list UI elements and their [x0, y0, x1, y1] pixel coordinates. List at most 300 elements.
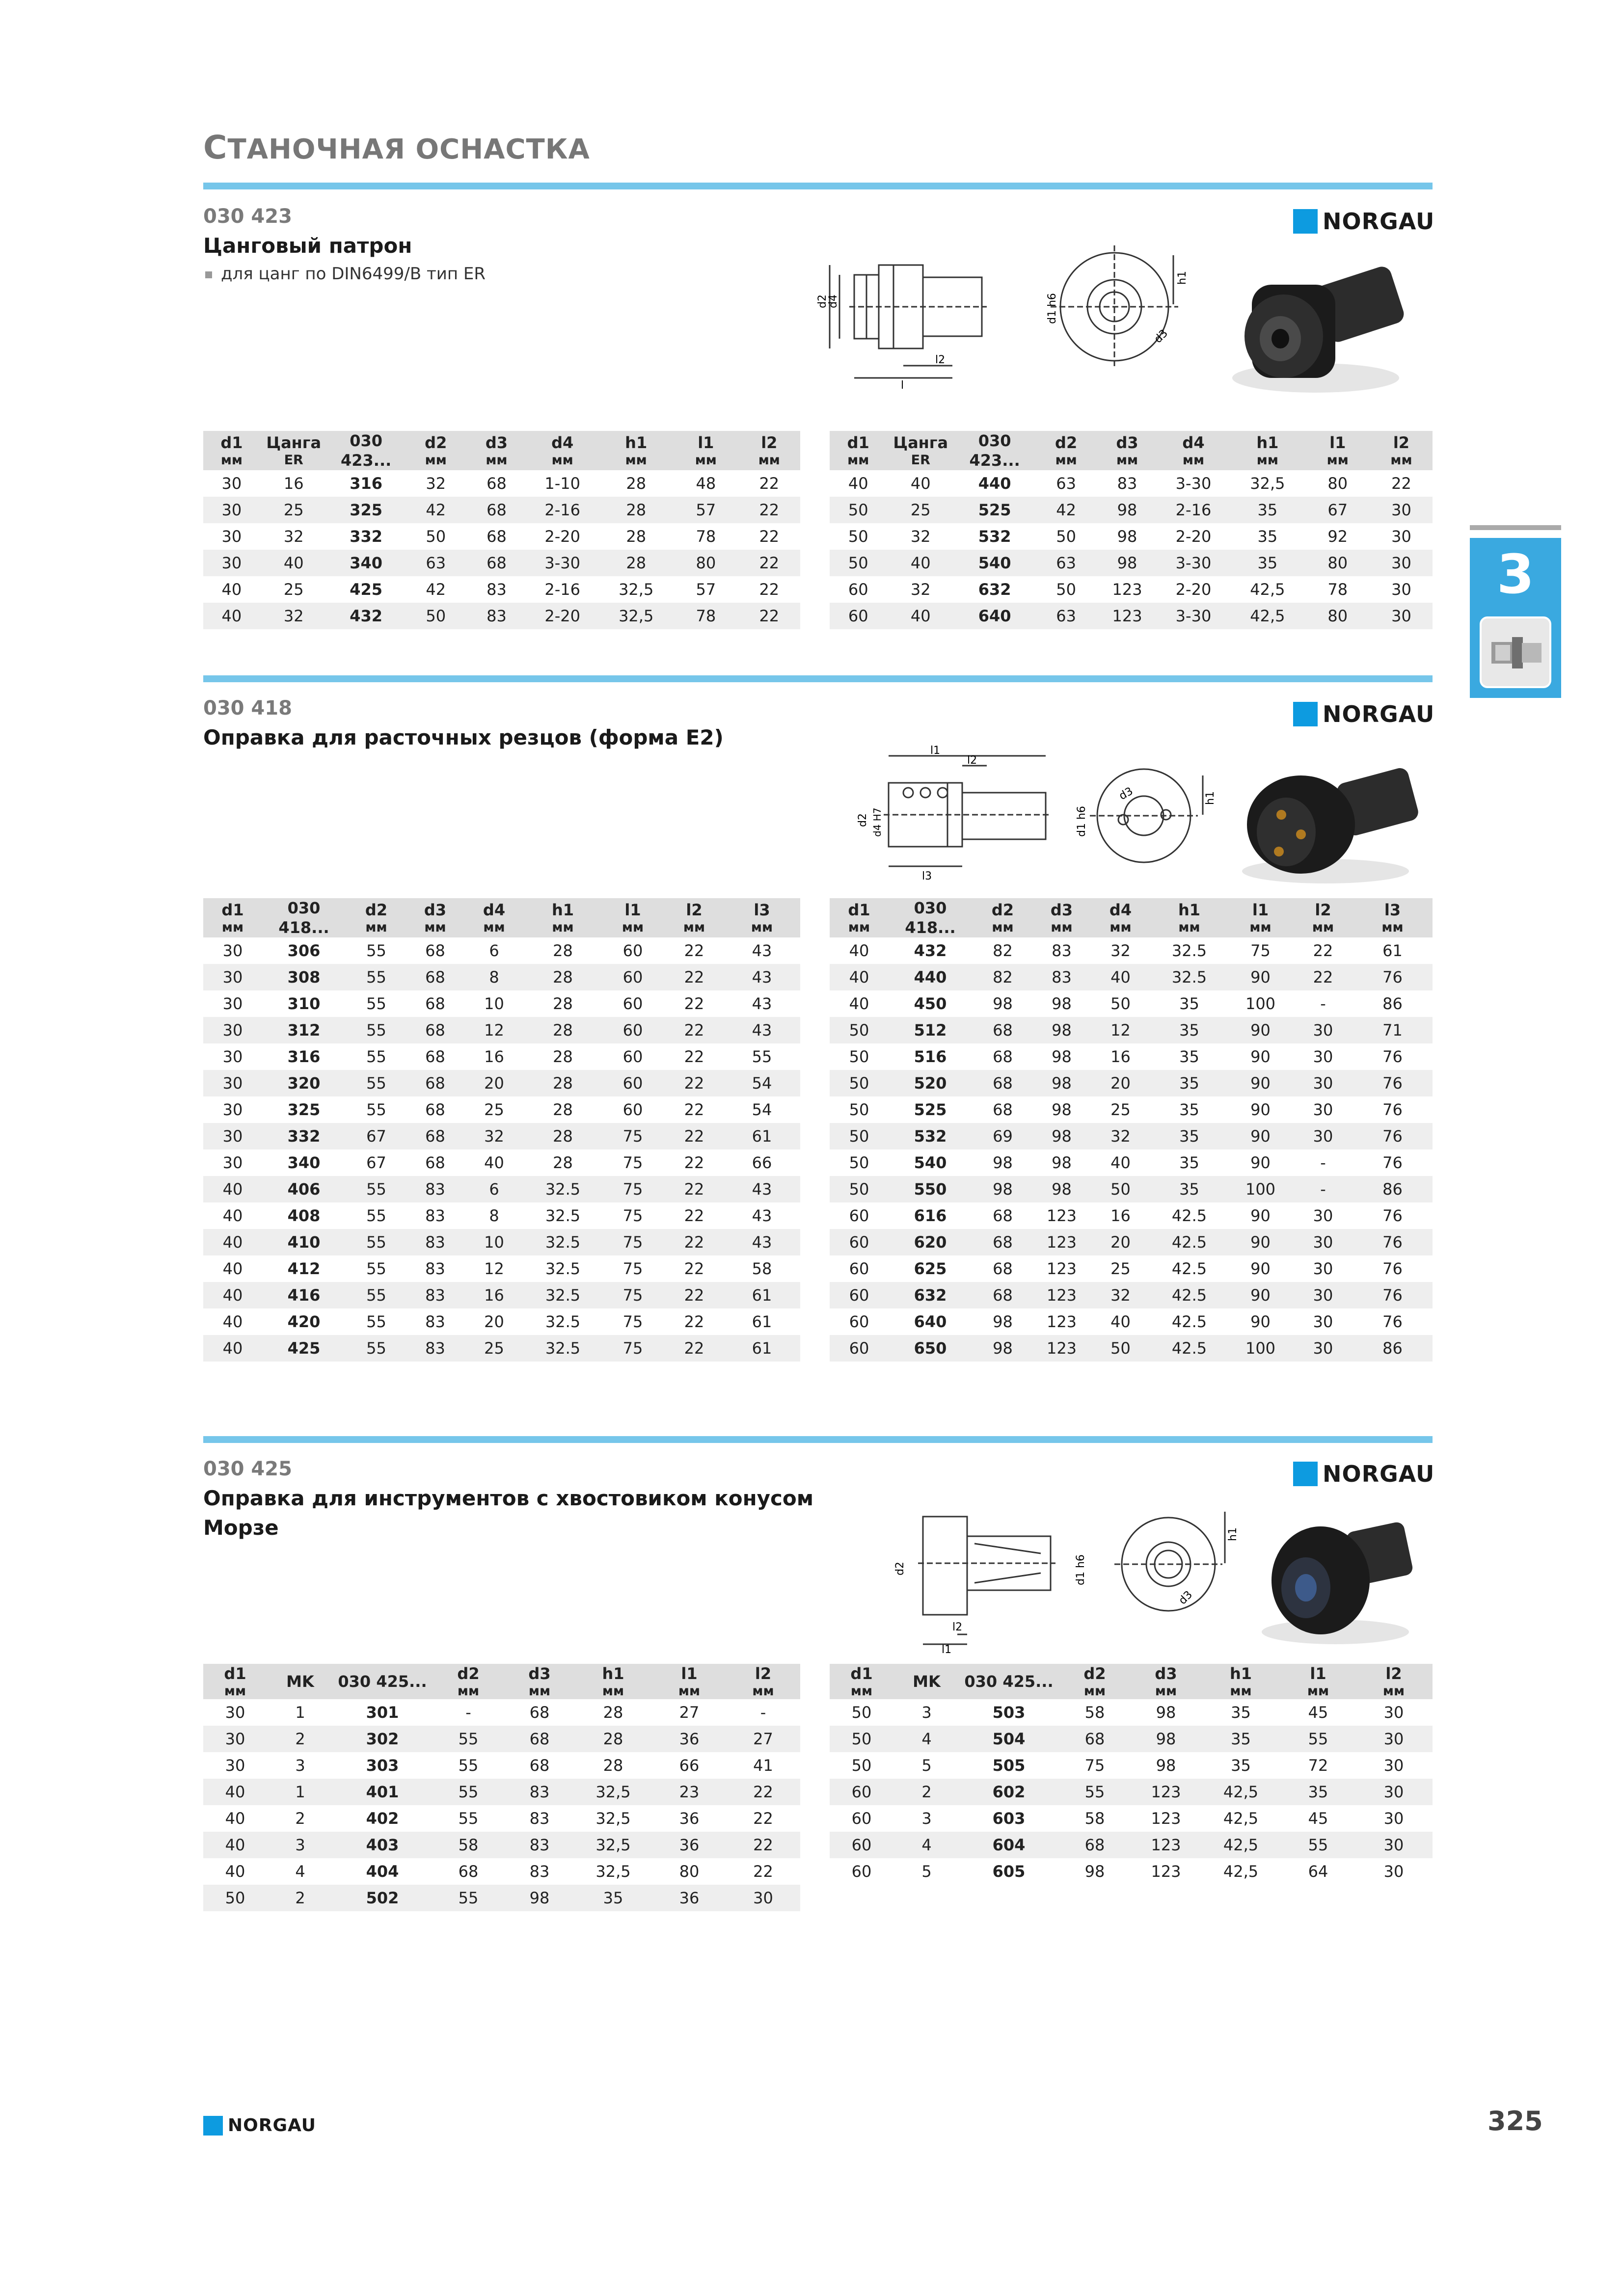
table-cell: 25 [887, 497, 954, 523]
table-cell: 68 [407, 1070, 463, 1096]
table-cell: 50 [830, 1176, 889, 1202]
col-header: 030 423... [954, 431, 1035, 470]
col-header: Цанга ER [260, 431, 327, 470]
table-cell: 55 [346, 1335, 407, 1362]
table-row [830, 1149, 1433, 1176]
table-cell: 55 [366, 994, 386, 1013]
svg-text:h1: h1 [1227, 1527, 1239, 1541]
table-cell: 60 [830, 1282, 889, 1308]
table-cell: 1 [295, 1703, 305, 1722]
col-header: d1 мм [203, 898, 262, 937]
table-cell: 67 [346, 1123, 407, 1149]
table-cell: 50 [830, 1017, 889, 1043]
table-cell: 30 [1391, 580, 1411, 599]
table-row [830, 576, 1433, 603]
table-cell: 3-30 [526, 550, 598, 576]
table-cell: 30 [1355, 1726, 1433, 1752]
table-cell: 55 [1281, 1832, 1355, 1858]
table-cell: 100 [1227, 1335, 1294, 1362]
table-cell: 30 [1383, 1703, 1404, 1722]
table-row [830, 1335, 1433, 1362]
page-title: СТАНОЧНАЯ ОСНАСТКА [203, 129, 590, 166]
table-cell: 60 [830, 1832, 893, 1858]
table-row [830, 1308, 1433, 1335]
svg-text:d3: d3 [1152, 327, 1171, 346]
svg-text:d3: d3 [1117, 785, 1136, 803]
table-cell: 60 [622, 941, 643, 960]
table-cell: 80 [1305, 550, 1370, 576]
table-cell: 83 [407, 1176, 463, 1202]
table-cell: 60 [601, 1070, 665, 1096]
table-cell: 30 [1355, 1779, 1433, 1805]
table-cell: 3 [921, 1703, 932, 1722]
table-cell: 50 [426, 527, 446, 546]
product-title: Цанговый патрон [203, 234, 412, 258]
table-cell: 40 [1090, 964, 1151, 990]
table-row [830, 523, 1433, 550]
table-cell: 55 [1281, 1726, 1355, 1752]
table-cell: 22 [665, 1176, 724, 1202]
table-cell: 35 [1231, 1703, 1251, 1722]
page-number: 325 [1488, 2106, 1543, 2136]
svg-text:h1: h1 [1176, 271, 1189, 285]
table-cell: 42,5 [1223, 1809, 1259, 1828]
table-cell: 30 [203, 1070, 262, 1096]
table-cell: 40 [887, 603, 954, 629]
table-cell: 55 [752, 1047, 772, 1066]
table-cell: 55 [366, 941, 386, 960]
specs-table-left [203, 431, 800, 629]
svg-text:d1 h6: d1 h6 [1046, 293, 1058, 324]
table-cell: 55 [1058, 1779, 1132, 1805]
table-cell: 2-16 [526, 497, 598, 523]
col-header: MK [267, 1664, 333, 1699]
table-row [203, 1335, 800, 1362]
table-row [830, 990, 1433, 1017]
table-cell: 55 [432, 1726, 505, 1752]
table-row [830, 1832, 1433, 1858]
table-row [830, 497, 1433, 523]
table-row [203, 523, 800, 550]
boring-bar-holder-photo [1227, 751, 1434, 888]
article-number-cell: 412 [287, 1259, 321, 1278]
table-cell: 1 [267, 1779, 333, 1805]
table-header-row [203, 431, 800, 470]
table-cell: 3 [267, 1832, 333, 1858]
table-cell: 50 [830, 550, 887, 576]
table-cell: 32.5 [525, 1282, 601, 1308]
table-cell: 60 [830, 603, 887, 629]
table-cell: 55 [366, 1047, 386, 1066]
col-header: l1 мм [1227, 898, 1294, 937]
article-number-cell: 550 [889, 1176, 972, 1202]
table-cell: 22 [726, 1779, 800, 1805]
table-cell: 68 [467, 497, 526, 523]
col-header: d4 мм [1157, 431, 1230, 470]
table-row [203, 1176, 800, 1202]
table-cell: 68 [425, 1153, 445, 1172]
table-cell: 55 [346, 1070, 407, 1096]
table-cell: 30 [1294, 1123, 1352, 1149]
table-cell: 83 [1117, 474, 1137, 493]
table-cell: 22 [665, 1123, 724, 1149]
table-cell: 28 [553, 1047, 573, 1066]
table-cell: 83 [407, 1335, 463, 1362]
table-cell: 98 [1132, 1726, 1200, 1752]
table-cell: 32 [910, 580, 931, 599]
table-cell: 28 [598, 550, 674, 576]
table-cell: 76 [1382, 1153, 1403, 1172]
table-cell: 55 [432, 1779, 505, 1805]
table-row [830, 470, 1433, 497]
table-cell: 16 [283, 474, 304, 493]
article-number-cell: 532 [889, 1123, 972, 1149]
table-cell: 90 [1227, 1282, 1294, 1308]
table-cell: 75 [601, 1176, 665, 1202]
table-cell: 22 [684, 1047, 704, 1066]
article-number-cell: 306 [287, 941, 321, 960]
table-cell: 68 [425, 1047, 445, 1066]
table-cell: 40 [1110, 1153, 1131, 1172]
article-number-cell: 604 [960, 1832, 1058, 1858]
table-cell: 83 [487, 580, 507, 599]
table-cell: 28 [626, 474, 647, 493]
svg-text:d2: d2 [857, 813, 869, 827]
table-cell: 2-20 [526, 603, 598, 629]
table-cell: 98 [993, 1153, 1013, 1172]
table-cell: 48 [696, 474, 716, 493]
table-cell: 75 [622, 1259, 643, 1278]
table-cell: 30 [222, 994, 243, 1013]
article-number-cell: 602 [960, 1779, 1058, 1805]
table-cell: 30 [1313, 1100, 1333, 1119]
col-header: 030 425... [333, 1664, 432, 1699]
table-cell: 22 [738, 603, 800, 629]
section-rule [203, 1436, 1433, 1443]
table-cell: 40 [222, 1259, 243, 1278]
table-cell: 35 [1151, 1070, 1227, 1096]
table-cell: 123 [1046, 1206, 1077, 1225]
table-cell: 80 [679, 1862, 700, 1881]
table-cell: 28 [553, 994, 573, 1013]
table-cell: 50 [848, 527, 868, 546]
table-cell: 22 [684, 1312, 704, 1331]
table-cell: 76 [1382, 1259, 1403, 1278]
article-number-cell: 432 [327, 603, 405, 629]
product-title-line2: Морзе [203, 1516, 279, 1540]
article-number-cell: 525 [954, 497, 1035, 523]
table-header-row [830, 431, 1433, 470]
table-cell: 25 [260, 497, 327, 523]
table-cell: 42,5 [1250, 580, 1285, 599]
table-cell: 36 [652, 1885, 726, 1911]
table-cell: 36 [652, 1726, 726, 1752]
table-cell: 58 [752, 1259, 772, 1278]
table-row [203, 1308, 800, 1335]
article-number-cell: 520 [889, 1070, 972, 1096]
product-code: 030 425 [203, 1458, 292, 1480]
table-cell: 68 [1058, 1832, 1132, 1858]
table-row [203, 1096, 800, 1123]
table-cell: 42,5 [1200, 1832, 1281, 1858]
table-cell: 68 [993, 1047, 1013, 1066]
table-cell: 30 [1383, 1862, 1404, 1881]
col-header: l1 мм [601, 898, 665, 937]
article-number-cell: 401 [333, 1779, 432, 1805]
article-number-cell: 301 [366, 1703, 399, 1722]
table-cell: 76 [1352, 964, 1433, 990]
table-cell: 36 [679, 1809, 700, 1828]
table-cell: 83 [425, 1206, 445, 1225]
table-row [203, 603, 800, 629]
table-cell: 68 [993, 1100, 1013, 1119]
table-cell: 22 [759, 527, 780, 546]
table-cell: 30 [1370, 497, 1433, 523]
table-cell: 30 [203, 497, 260, 523]
table-cell: 16 [1110, 1206, 1131, 1225]
table-row [203, 1149, 800, 1176]
specs-table-right [830, 1664, 1433, 1885]
bullet-square-icon [205, 271, 212, 278]
svg-text:l1: l1 [942, 1644, 952, 1656]
table-cell: 35 [574, 1885, 652, 1911]
table-cell: 10 [463, 1229, 525, 1255]
table-cell: 75 [622, 1312, 643, 1331]
table-cell: 32.5 [1171, 941, 1207, 960]
table-cell: 28 [525, 1017, 601, 1043]
col-header: d1 мм [203, 1664, 267, 1699]
table-cell: 35 [1281, 1779, 1355, 1805]
table-cell: 32 [426, 474, 446, 493]
col-header: h1 мм [525, 898, 601, 937]
table-cell: 32 [1090, 1123, 1151, 1149]
table-cell: 40 [910, 474, 931, 493]
table-cell: 60 [601, 1017, 665, 1043]
brand-logo: NORGAU [1293, 701, 1434, 727]
table-cell: 30 [225, 1703, 245, 1722]
table-cell: 40 [222, 1312, 243, 1331]
svg-text:l1: l1 [930, 745, 941, 757]
svg-text:h1: h1 [1204, 791, 1217, 805]
table-cell: 63 [405, 550, 467, 576]
table-cell: 20 [1090, 1229, 1151, 1255]
specs-table-left [203, 1664, 800, 1911]
table-cell: 4 [893, 1726, 960, 1752]
table-cell: 68 [467, 550, 526, 576]
article-number-cell: 308 [262, 964, 346, 990]
article-number-cell: 310 [287, 994, 321, 1013]
chapter-tab-number: 3 [1496, 543, 1535, 606]
table-row [830, 964, 1433, 990]
table-cell: 22 [665, 1070, 724, 1096]
table-cell: 40 [1110, 1312, 1131, 1331]
col-header: l1 мм [1305, 431, 1370, 470]
table-cell: 8 [489, 1206, 499, 1225]
table-cell: 50 [203, 1885, 267, 1911]
table-cell: 30 [1313, 1312, 1333, 1331]
table-cell: 78 [1327, 580, 1348, 599]
table-row [830, 1858, 1433, 1885]
table-cell: 40 [848, 474, 868, 493]
table-cell: 43 [724, 964, 800, 990]
table-row [203, 1779, 800, 1805]
col-header: l2 мм [1355, 1664, 1433, 1699]
table-cell: 72 [1308, 1756, 1328, 1775]
table-cell: 98 [1156, 1703, 1176, 1722]
table-cell: 28 [574, 1726, 652, 1752]
table-cell: 22 [684, 1206, 704, 1225]
table-cell: 67 [1305, 497, 1370, 523]
svg-text:l2: l2 [952, 1621, 963, 1633]
col-header: d1 мм [203, 431, 260, 470]
table-cell: 42.5 [1171, 1259, 1207, 1278]
table-cell: 98 [1052, 994, 1072, 1013]
table-cell: 42 [426, 580, 446, 599]
table-cell: 40 [849, 941, 869, 960]
table-cell: 2-20 [544, 527, 580, 546]
table-cell: 35 [1179, 1153, 1199, 1172]
table-cell: 123 [1132, 1779, 1200, 1805]
table-cell: 30 [1313, 1206, 1333, 1225]
table-cell: 98 [505, 1885, 574, 1911]
table-cell: 50 [849, 1100, 869, 1119]
specs-table-right [830, 431, 1433, 629]
table-cell: 42,5 [1223, 1862, 1259, 1881]
table-cell: 92 [1327, 527, 1348, 546]
article-number-cell: 406 [262, 1176, 346, 1202]
col-header: h1 мм [574, 1664, 652, 1699]
table-cell: 61 [1382, 941, 1403, 960]
table-cell: 32.5 [545, 1259, 581, 1278]
table-cell: 2-16 [544, 580, 580, 599]
table-cell: 98 [1033, 1017, 1090, 1043]
table-cell: 5 [921, 1756, 932, 1775]
table-cell: 30 [1391, 527, 1411, 546]
col-header: d3 мм [505, 1664, 574, 1699]
table-cell: 98 [993, 994, 1013, 1013]
table-cell: 35 [1257, 527, 1278, 546]
table-cell: 35 [1179, 1047, 1199, 1066]
table-cell: 76 [1352, 1229, 1433, 1255]
table-cell: 98 [993, 1312, 1013, 1331]
article-number-cell: 440 [889, 964, 972, 990]
table-cell: 50 [830, 1726, 893, 1752]
table-cell: 55 [432, 1885, 505, 1911]
table-cell: 55 [366, 1206, 386, 1225]
table-cell: 83 [425, 1259, 445, 1278]
table-cell: 57 [696, 580, 716, 599]
table-row [830, 1255, 1433, 1282]
table-cell: 50 [830, 1123, 889, 1149]
table-cell: 28 [553, 1100, 573, 1119]
article-number-cell: 640 [954, 603, 1035, 629]
table-cell: 32 [283, 527, 304, 546]
table-cell: 10 [484, 994, 504, 1013]
table-cell: 68 [993, 1206, 1013, 1225]
table-cell: 68 [529, 1756, 550, 1775]
table-row [830, 603, 1433, 629]
table-cell: 22 [684, 941, 704, 960]
table-header-row [203, 1664, 800, 1699]
article-number-cell: 525 [914, 1100, 947, 1119]
table-cell: 22 [738, 497, 800, 523]
table-cell: 8 [463, 964, 525, 990]
table-cell: 2-20 [1175, 580, 1212, 599]
table-cell: 32,5 [574, 1832, 652, 1858]
article-number-cell: 402 [366, 1809, 399, 1828]
table-cell: 83 [1052, 941, 1072, 960]
table-cell: 64 [1308, 1862, 1328, 1881]
table-cell: 55 [346, 1017, 407, 1043]
table-row [203, 990, 800, 1017]
svg-text:l: l [901, 379, 904, 392]
article-number-cell: 312 [262, 1017, 346, 1043]
table-cell: 28 [553, 941, 573, 960]
table-row [830, 1752, 1433, 1779]
table-cell: 42 [405, 497, 467, 523]
table-cell: 25 [484, 1100, 504, 1119]
table-cell: 30 [1383, 1809, 1404, 1828]
col-header: d1 мм [830, 898, 889, 937]
table-row [203, 1070, 800, 1096]
table-cell: 50 [405, 603, 467, 629]
table-cell: 68 [993, 1259, 1013, 1278]
table-cell: 86 [1352, 1176, 1433, 1202]
col-header: d2 мм [405, 431, 467, 470]
article-number-cell: 616 [914, 1206, 947, 1225]
table-cell: 83 [407, 1282, 463, 1308]
table-cell: 57 [674, 497, 738, 523]
article-number-cell: 320 [262, 1070, 346, 1096]
table-cell: 28 [626, 527, 647, 546]
tool-holder-icon [1481, 617, 1550, 687]
col-header: l2 мм [1370, 431, 1433, 470]
col-header: l1 мм [674, 431, 738, 470]
col-header: d4 мм [463, 898, 525, 937]
table-cell: 36 [652, 1832, 726, 1858]
table-row [203, 1699, 800, 1726]
col-header: 030 418... [262, 898, 346, 937]
table-cell: 90 [1227, 1070, 1294, 1096]
svg-text:l2: l2 [935, 354, 946, 366]
table-cell: 98 [1052, 1100, 1072, 1119]
article-number-cell: 408 [287, 1206, 321, 1225]
table-cell: 6 [489, 941, 499, 960]
table-cell: 63 [1035, 603, 1097, 629]
table-cell: 22 [665, 964, 724, 990]
table-cell: 30 [726, 1885, 800, 1911]
technical-drawing-boring-bar-holder [844, 741, 1217, 888]
table-cell: 98 [972, 1335, 1033, 1362]
table-cell: 123 [1097, 603, 1157, 629]
table-cell: - [1320, 994, 1326, 1013]
col-header: MK [893, 1664, 960, 1699]
table-cell: 40 [203, 1832, 267, 1858]
table-cell: 86 [1352, 1335, 1433, 1362]
table-cell: 32 [1090, 1282, 1151, 1308]
table-cell: 28 [553, 1153, 573, 1172]
table-cell: 55 [366, 1312, 386, 1331]
svg-text:d2: d2 [816, 294, 829, 308]
table-cell: 83 [1033, 964, 1090, 990]
article-number-cell: 340 [327, 550, 405, 576]
table-cell: 32.5 [525, 1229, 601, 1255]
table-cell: 28 [603, 1703, 623, 1722]
table-cell: 32,5 [574, 1779, 652, 1805]
specs-table-right [830, 898, 1433, 1362]
article-number-cell: 432 [914, 941, 947, 960]
table-row [203, 1858, 800, 1885]
